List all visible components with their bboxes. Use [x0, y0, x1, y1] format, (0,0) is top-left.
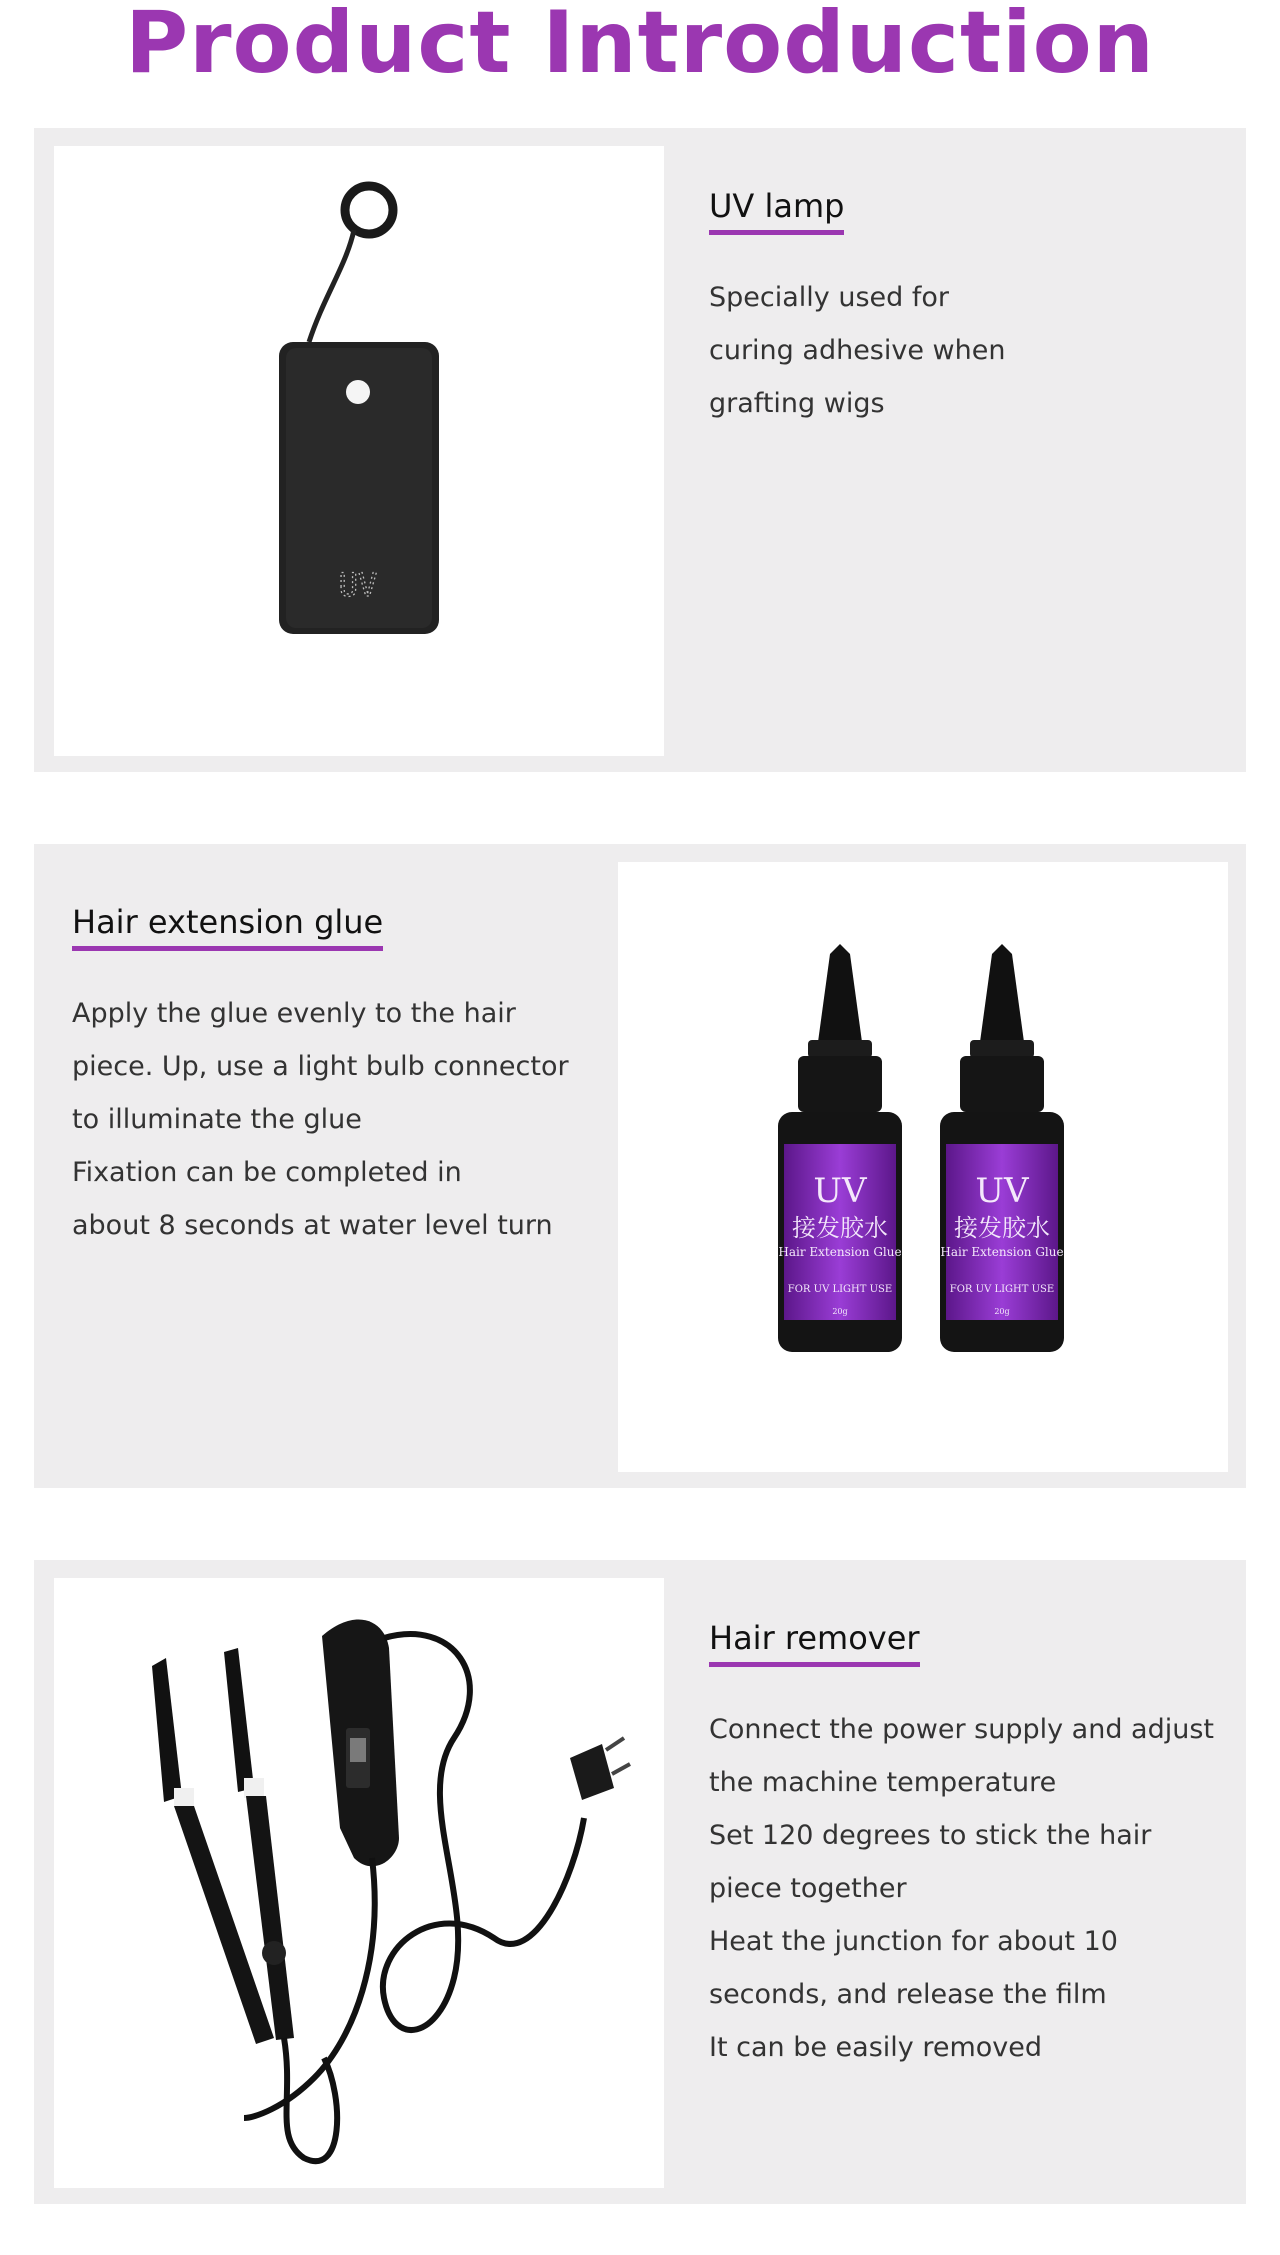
- uv-lamp-icon: [54, 146, 664, 756]
- description-line: It can be easily removed: [709, 2032, 1043, 2063]
- description-line: Connect the power supply and adjust: [709, 1714, 1214, 1745]
- glue-label-weight: 20g: [994, 1307, 1010, 1316]
- description-line: Set 120 degrees to stick the hair: [709, 1820, 1152, 1851]
- glue-photo: [618, 862, 1228, 1472]
- description-line: to illuminate the glue: [72, 1104, 362, 1135]
- page-title: Product Introduction: [125, 0, 1155, 93]
- glue-label-brand: UV: [975, 1171, 1029, 1211]
- glue-label-product: Hair Extension Glue: [940, 1245, 1064, 1259]
- description-line: Apply the glue evenly to the hair: [72, 998, 516, 1029]
- glue-description: [72, 987, 632, 1252]
- glue-label-chinese: 接发胶水: [792, 1214, 888, 1242]
- glue-label-weight: 20g: [832, 1307, 848, 1316]
- description-line: grafting wigs: [709, 388, 885, 419]
- glue-label-chinese: 接发胶水: [954, 1214, 1050, 1242]
- uv-lamp-photo: [54, 146, 664, 756]
- description-line: curing adhesive when: [709, 335, 1006, 366]
- glue-label-usage: FOR UV LIGHT USE: [787, 1284, 893, 1295]
- hair-remover-photo: [54, 1578, 664, 2188]
- glue-label-usage: FOR UV LIGHT USE: [949, 1284, 1055, 1295]
- glue-text: [72, 902, 632, 1252]
- glue-bottle-icon: [618, 862, 1228, 1472]
- glue-label-product: Hair Extension Glue: [778, 1245, 902, 1259]
- description-line: piece together: [709, 1873, 907, 1904]
- hair-remover-text: [709, 1618, 1239, 2074]
- section-hair-extension-glue: [34, 844, 1246, 1488]
- uv-lamp-print: UV: [338, 566, 378, 604]
- uv-lamp-description: [709, 271, 1229, 430]
- description-line: the machine temperature: [709, 1767, 1057, 1798]
- description-line: Fixation can be completed in: [72, 1157, 462, 1188]
- description-line: piece. Up, use a light bulb connector: [72, 1051, 569, 1082]
- hair-connector-iron-icon: [54, 1578, 664, 2188]
- section-hair-remover: [34, 1560, 1246, 2204]
- uv-lamp-text: [709, 186, 1229, 430]
- glue-bottle-left: [778, 944, 902, 1352]
- description-line: Specially used for: [709, 282, 949, 313]
- section-heading-hair-extension-glue: Hair extension glue: [72, 902, 383, 951]
- description-line: about 8 seconds at water level turn: [72, 1210, 553, 1241]
- hair-remover-description: [709, 1703, 1239, 2074]
- section-heading-uv-lamp: UV lamp: [709, 186, 844, 235]
- section-uv-lamp: [34, 128, 1246, 772]
- description-line: seconds, and release the film: [709, 1979, 1107, 2010]
- section-heading-hair-remover: Hair remover: [709, 1618, 920, 1667]
- glue-label-brand: UV: [813, 1171, 867, 1211]
- glue-bottle-right: [940, 944, 1064, 1352]
- description-line: Heat the junction for about 10: [709, 1926, 1118, 1957]
